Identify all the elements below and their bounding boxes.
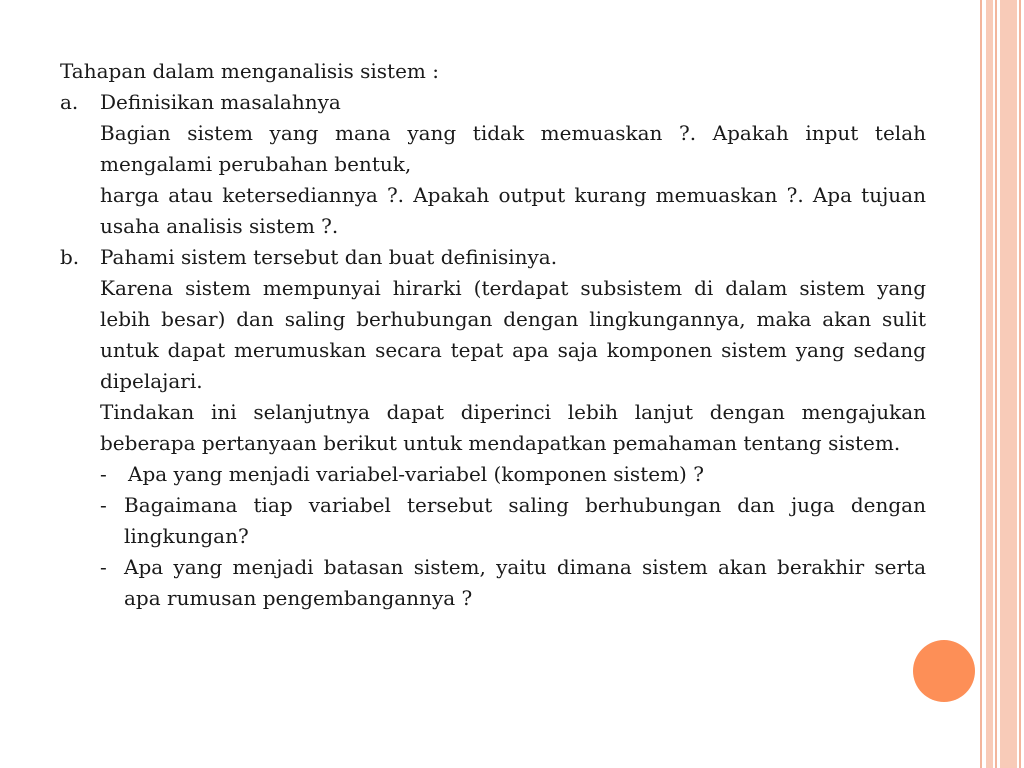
- bullet-dash: -: [100, 493, 107, 517]
- decorative-stripe: [1019, 0, 1021, 768]
- bullet-dash: -: [100, 462, 107, 486]
- item-a-paragraph-1: Bagian sistem yang mana yang tidak memuaskan ?. Apakah input telah mengalami perubahan bentuk,: [100, 121, 926, 176]
- bullet-text: Bagaimana tiap variabel tersebut saling berhubungan dan juga dengan lingkungan?: [124, 493, 926, 548]
- item-a-paragraph-2: harga atau ketersediannya ?. Apakah output kurang memuaskan ?. Apa tujuan usaha analisis sistem ?.: [100, 183, 926, 238]
- bullet-text: Apa yang menjadi variabel-variabel (komponen sistem) ?: [128, 462, 704, 486]
- list-item-a-title: Definisikan masalahnya: [100, 90, 341, 114]
- decorative-stripe: [986, 0, 993, 768]
- bullet-item: [100, 459, 926, 490]
- item-b-paragraph-2: Tindakan ini selanjutnya dapat diperinci lebih lanjut dengan mengajukan beberapa pertanyaan berikut untuk mendapatkan pemahaman tentang sistem.: [100, 400, 926, 455]
- decorative-circle: [913, 640, 975, 702]
- bullet-text: Apa yang menjadi batasan sistem, yaitu dimana sistem akan berakhir serta apa rumusan pengembangannya ?: [124, 555, 926, 610]
- decorative-stripe: [995, 0, 997, 768]
- list-item-b: [60, 242, 926, 273]
- list-marker-a: a.: [60, 90, 79, 114]
- list-item-b-title: Pahami sistem tersebut dan buat definisinya.: [100, 245, 558, 269]
- bullet-dash: -: [100, 555, 107, 579]
- bullet-item: [100, 490, 926, 552]
- list-marker-b: b.: [60, 245, 80, 269]
- decorative-stripe: [1000, 0, 1017, 768]
- item-b-paragraph-1: Karena sistem mempunyai hirarki (terdapat subsistem di dalam sistem yang lebih besar) dan saling berhubungan dengan lingkungannya, maka akan sulit untuk dapat merumuskan secara tepat apa saja komponen sistem yang sedang dipelajari.: [100, 276, 926, 393]
- intro-text: Tahapan dalam menganalisis sistem :: [60, 59, 439, 83]
- bullet-item: [100, 552, 926, 614]
- slide-body: [60, 56, 926, 614]
- decorative-stripe: [980, 0, 982, 768]
- list-item-a: [60, 87, 926, 118]
